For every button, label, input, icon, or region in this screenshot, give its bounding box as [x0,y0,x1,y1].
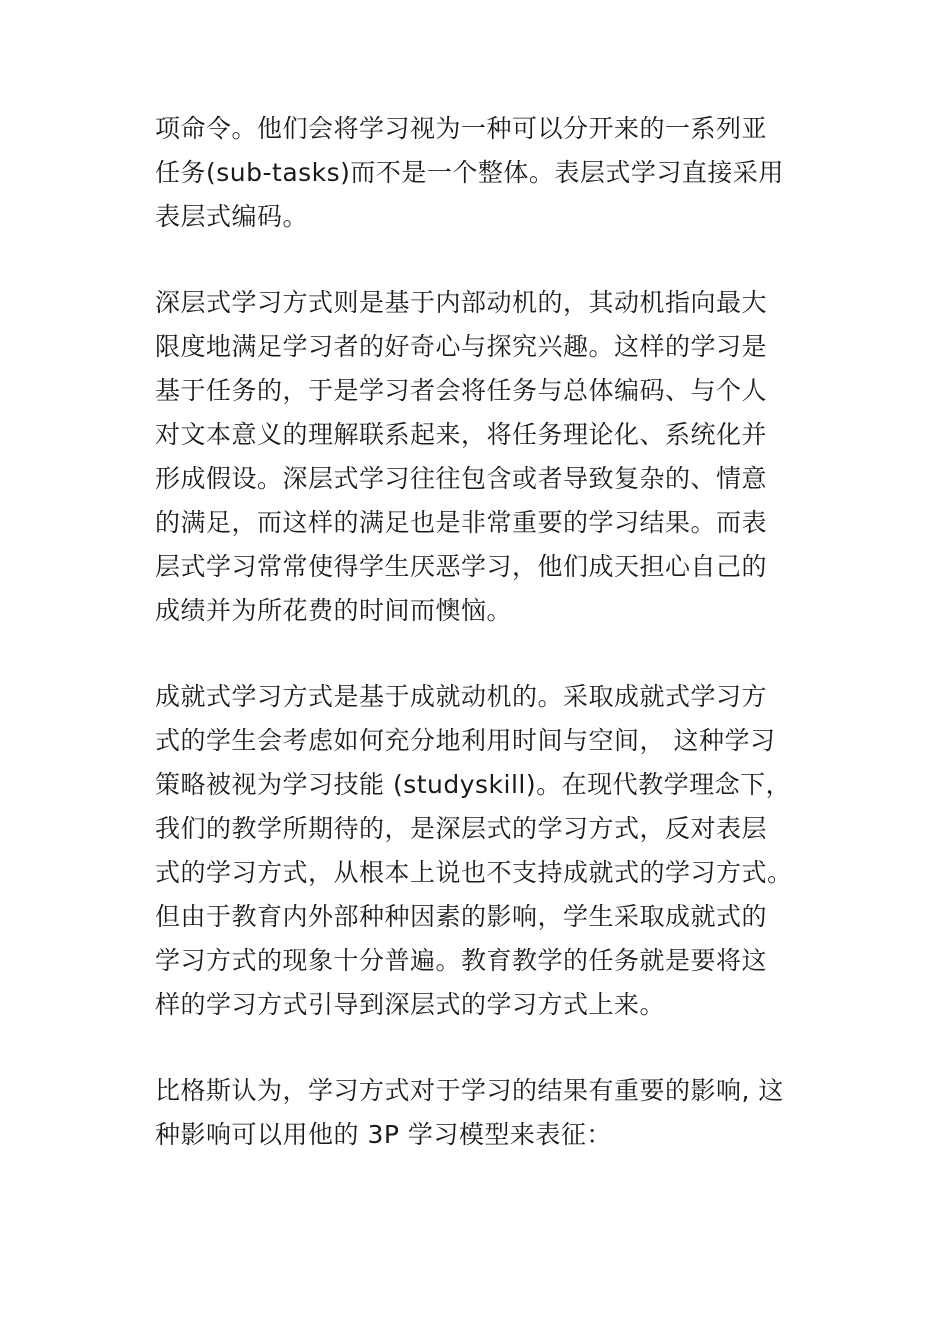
text-line: 成绩并为所花费的时间而懊恼。 [155,596,513,625]
paragraph-4 [155,1069,815,1157]
text-line: 限度地满足学习者的好奇心与探究兴趣。这样的学习是 [155,332,768,361]
text-line: 策略被视为学习技能 (studyskill)。在现代教学理念下， [155,770,792,799]
text-line: 成就式学习方式是基于成就动机的。采取成就式学习方 [155,682,768,711]
text-line: 比格斯认为，学习方式对于学习的结果有重要的影响, 这 [155,1076,784,1105]
text-line: 层式学习常常使得学生厌恶学习，他们成天担心自己的 [155,552,768,581]
text-line: 项命令。他们会将学习视为一种可以分开来的一系列亚 [155,114,768,143]
paragraph-3 [155,675,815,1027]
text-line: 表层式编码。 [155,202,309,231]
paragraph-1 [155,107,815,239]
paragraph-2 [155,281,815,633]
text-line: 任务(sub-tasks)而不是一个整体。表层式学习直接采用 [155,158,784,187]
text-line: 样的学习方式引导到深层式的学习方式上来。 [155,990,666,1019]
text-line: 的满足，而这样的满足也是非常重要的学习结果。而表 [155,508,768,537]
text-line: 但由于教育内外部种种因素的影响，学生采取成就式的 [155,902,768,931]
text-line: 学习方式的现象十分普遍。教育教学的任务就是要将这 [155,946,768,975]
text-line: 深层式学习方式则是基于内部动机的，其动机指向最大 [155,288,768,317]
text-line: 式的学生会考虑如何充分地利用时间与空间， 这种学习 [155,726,776,755]
text-line: 我们的教学所期待的，是深层式的学习方式，反对表层 [155,814,768,843]
text-line: 式的学习方式，从根本上说也不支持成就式的学习方式。 [155,858,793,887]
text-line: 基于任务的，于是学习者会将任务与总体编码、与个人 [155,376,768,405]
text-line: 形成假设。深层式学习往往包含或者导致复杂的、情意 [155,464,768,493]
text-line: 对文本意义的理解联系起来，将任务理论化、系统化并 [155,420,768,449]
text-line: 种影响可以用他的 3P 学习模型来表征： [155,1120,612,1149]
